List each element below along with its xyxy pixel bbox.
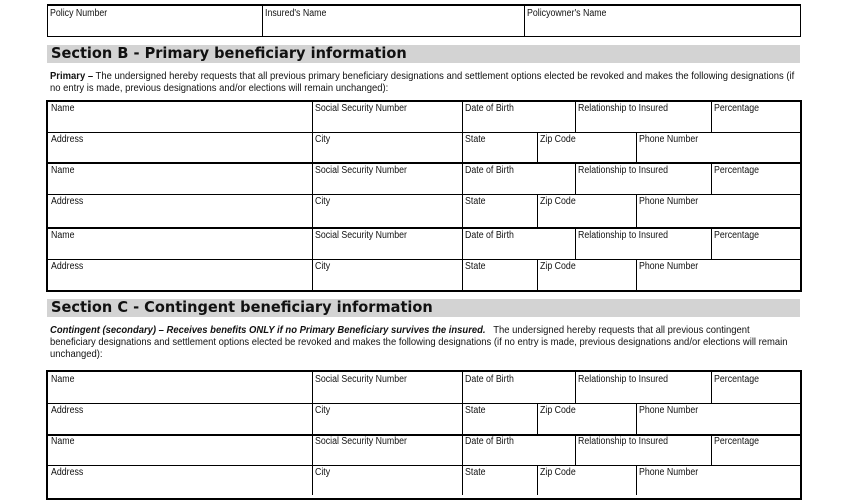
address-label: Address: [51, 196, 84, 207]
primary-1-zip-field[interactable]: [538, 132, 635, 162]
top-bottom-border: [47, 36, 801, 37]
relationship-label: Relationship to Insured: [578, 165, 669, 176]
primary-2-relationship-field[interactable]: [576, 163, 710, 194]
contingent-2-dob-field[interactable]: [463, 434, 574, 465]
dob-label: Date of Birth: [465, 165, 514, 176]
ssn-label: Social Security Number: [315, 436, 407, 447]
section-b-intro: [50, 70, 797, 94]
ssn-label: Social Security Number: [315, 103, 407, 114]
ssn-label: Social Security Number: [315, 230, 407, 241]
primary-2-percentage-field[interactable]: [712, 163, 799, 194]
section-c-intro-lead: Contingent (secondary) – Receives benefits ONLY if no Primary Beneficiary survives the insured.: [50, 324, 486, 336]
primary-1-state-field[interactable]: [463, 132, 536, 162]
percentage-label: Percentage: [714, 436, 760, 447]
contingent-1-relationship-field[interactable]: [576, 372, 710, 403]
policy-number-field[interactable]: [48, 6, 261, 36]
zip-label: Zip Code: [540, 261, 576, 272]
section-b-title: Section B - Primary beneficiary information: [51, 44, 407, 62]
name-label: Name: [51, 165, 75, 176]
section-b-header: [47, 45, 800, 63]
name-label: Name: [51, 230, 75, 241]
contingent-1-phone-field[interactable]: [637, 403, 799, 434]
state-label: State: [465, 405, 486, 416]
percentage-label: Percentage: [714, 374, 760, 385]
dob-label: Date of Birth: [465, 374, 514, 385]
relationship-label: Relationship to Insured: [578, 436, 669, 447]
primary-2-phone-field[interactable]: [637, 194, 799, 227]
relationship-label: Relationship to Insured: [578, 103, 669, 114]
phone-label: Phone Number: [639, 196, 699, 207]
dob-label: Date of Birth: [465, 103, 514, 114]
primary-1-phone-field[interactable]: [637, 132, 799, 162]
contingent-2-phone-field[interactable]: [637, 465, 799, 495]
section-c-intro: [50, 324, 788, 360]
contingent-1-name-field[interactable]: [49, 372, 311, 403]
primary-2-zip-field[interactable]: [538, 194, 635, 227]
section-b-intro-lead: Primary –: [50, 70, 94, 82]
address-label: Address: [51, 405, 84, 416]
name-label: Name: [51, 103, 75, 114]
city-label: City: [315, 405, 331, 416]
contingent-2-address-field[interactable]: [49, 465, 311, 495]
relationship-label: Relationship to Insured: [578, 374, 669, 385]
address-label: Address: [51, 134, 84, 145]
contingent-1-city-field[interactable]: [313, 403, 461, 434]
contingent-2-city-field[interactable]: [313, 465, 461, 495]
state-label: State: [465, 134, 486, 145]
city-label: City: [315, 196, 331, 207]
section-c-title: Section C - Contingent beneficiary information: [51, 298, 433, 316]
name-label: Name: [51, 374, 75, 385]
policyowners-name-field[interactable]: [525, 6, 799, 36]
primary-1-dob-field[interactable]: [463, 101, 574, 132]
dob-label: Date of Birth: [465, 230, 514, 241]
insureds-name-label: Insured's Name: [265, 8, 327, 19]
zip-label: Zip Code: [540, 196, 576, 207]
section-c-header: [47, 299, 800, 317]
contingent-2-ssn-field[interactable]: [313, 434, 461, 465]
insureds-name-field[interactable]: [263, 6, 523, 36]
percentage-label: Percentage: [714, 165, 760, 176]
address-label: Address: [51, 261, 84, 272]
state-label: State: [465, 467, 486, 478]
contingent-2-name-field[interactable]: [49, 434, 311, 465]
zip-label: Zip Code: [540, 405, 576, 416]
contingent-1-state-field[interactable]: [463, 403, 536, 434]
relationship-label: Relationship to Insured: [578, 230, 669, 241]
primary-3-state-field[interactable]: [463, 259, 536, 291]
city-label: City: [315, 134, 331, 145]
primary-2-ssn-field[interactable]: [313, 163, 461, 194]
primary-3-ssn-field[interactable]: [313, 228, 461, 259]
contingent-1-address-field[interactable]: [49, 403, 311, 434]
primary-1-ssn-field[interactable]: [313, 101, 461, 132]
primary-1-name-field[interactable]: [49, 101, 311, 132]
zip-label: Zip Code: [540, 467, 576, 478]
name-label: Name: [51, 436, 75, 447]
phone-label: Phone Number: [639, 405, 699, 416]
phone-label: Phone Number: [639, 467, 699, 478]
percentage-label: Percentage: [714, 103, 760, 114]
state-label: State: [465, 196, 486, 207]
primary-3-city-field[interactable]: [313, 259, 461, 291]
primary-3-relationship-field[interactable]: [576, 228, 710, 259]
contingent-2-relationship-field[interactable]: [576, 434, 710, 465]
address-label: Address: [51, 467, 84, 478]
contingent-1-zip-field[interactable]: [538, 403, 635, 434]
contingent-1-ssn-field[interactable]: [313, 372, 461, 403]
primary-2-dob-field[interactable]: [463, 163, 574, 194]
section-c-intro-text: The undersigned hereby requests that all previous contingent beneficiary designations and settlement options elected be revoked and makes the following designations (if no entry is made, previous designations and/or elections will remain unchanged):: [50, 324, 788, 360]
primary-3-dob-field[interactable]: [463, 228, 574, 259]
primary-1-percentage-field[interactable]: [712, 101, 799, 132]
zip-label: Zip Code: [540, 134, 576, 145]
contingent-2-percentage-field[interactable]: [712, 434, 799, 465]
divider: [800, 4, 801, 37]
primary-3-phone-field[interactable]: [637, 259, 799, 291]
contingent-2-state-field[interactable]: [463, 465, 536, 495]
state-label: State: [465, 261, 486, 272]
policy-number-label: Policy Number: [50, 8, 108, 19]
primary-3-address-field[interactable]: [49, 259, 311, 291]
dob-label: Date of Birth: [465, 436, 514, 447]
primary-3-zip-field[interactable]: [538, 259, 635, 291]
contingent-1-dob-field[interactable]: [463, 372, 574, 403]
primary-2-address-field[interactable]: [49, 194, 311, 227]
contingent-2-zip-field[interactable]: [538, 465, 635, 495]
ssn-label: Social Security Number: [315, 374, 407, 385]
phone-label: Phone Number: [639, 261, 699, 272]
percentage-label: Percentage: [714, 230, 760, 241]
primary-1-relationship-field[interactable]: [576, 101, 710, 132]
city-label: City: [315, 261, 331, 272]
primary-2-state-field[interactable]: [463, 194, 536, 227]
policyowners-name-label: Policyowner's Name: [527, 8, 607, 19]
primary-1-address-field[interactable]: [49, 132, 311, 162]
contingent-1-percentage-field[interactable]: [712, 372, 799, 403]
primary-1-city-field[interactable]: [313, 132, 461, 162]
ssn-label: Social Security Number: [315, 165, 407, 176]
city-label: City: [315, 467, 331, 478]
primary-3-name-field[interactable]: [49, 228, 311, 259]
section-b-intro-text: The undersigned hereby requests that all previous primary beneficiary designations and settlement options elected be revoked and makes the following designations (if no entry is made, previous designations and/or elections will remain unchanged):: [50, 70, 795, 94]
primary-2-name-field[interactable]: [49, 163, 311, 194]
primary-3-percentage-field[interactable]: [712, 228, 799, 259]
primary-2-city-field[interactable]: [313, 194, 461, 227]
phone-label: Phone Number: [639, 134, 699, 145]
